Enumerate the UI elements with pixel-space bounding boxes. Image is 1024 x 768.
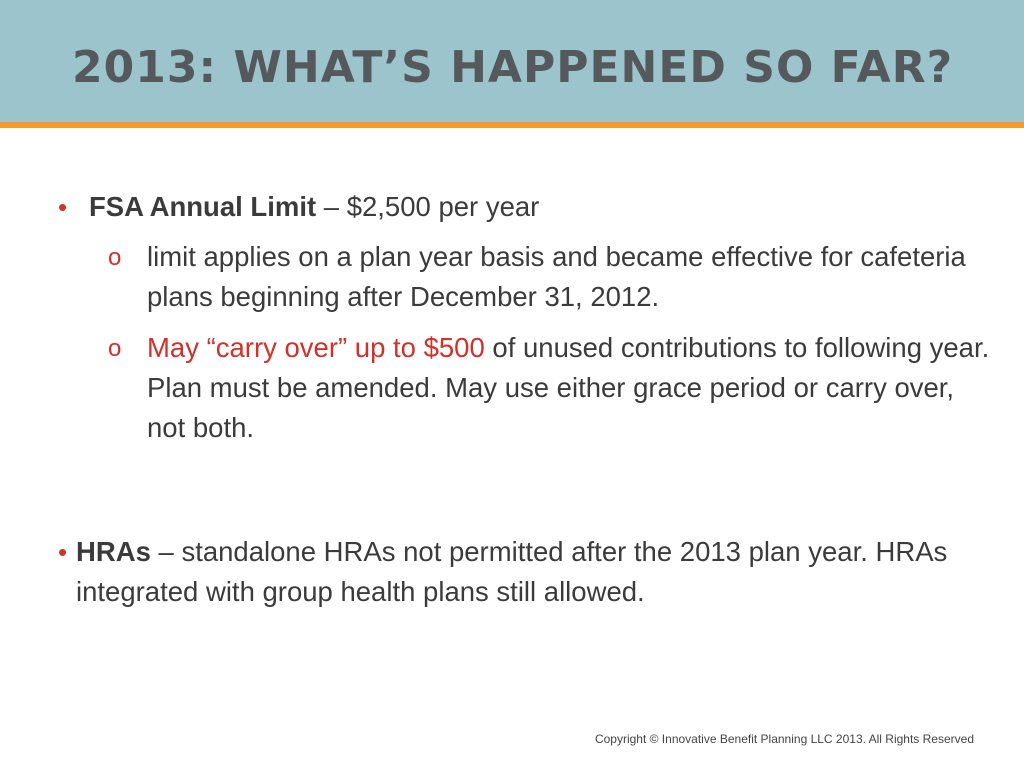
sub-bullet-marker: o [108,335,122,362]
carry-over-highlight: May “carry over” up to $500 [147,332,485,363]
bullet-marker: • [58,192,68,222]
bullet-fsa-annual-limit [89,187,989,227]
slide-title: 2013: WHAT’S HAPPENED SO FAR? [72,42,954,93]
sub-bullet-marker: o [108,244,122,271]
hras-label: HRAs [76,536,151,567]
carry-over-text: of unused contributions to following year. Plan must be amended. May use either grace period or carry over, not both. [147,332,990,443]
hras-text: – standalone HRAs not permitted after the 2013 plan year. HRAs integrated with group health plans still allowed. [76,536,948,607]
bullet-marker: • [58,537,68,567]
sub-bullet-limit-basis: limit applies on a plan year basis and became effective for cafeteria plans beginning after December 31, 2012. [147,241,966,312]
sub-bullet-carry-over [147,328,992,448]
fsa-label: FSA Annual Limit [89,191,317,222]
bullet-hras [76,532,996,612]
fsa-text: – $2,500 per year [316,191,540,222]
copyright-footer: Copyright © Innovative Benefit Planning LLC 2013. All Rights Reserved [594,732,974,746]
